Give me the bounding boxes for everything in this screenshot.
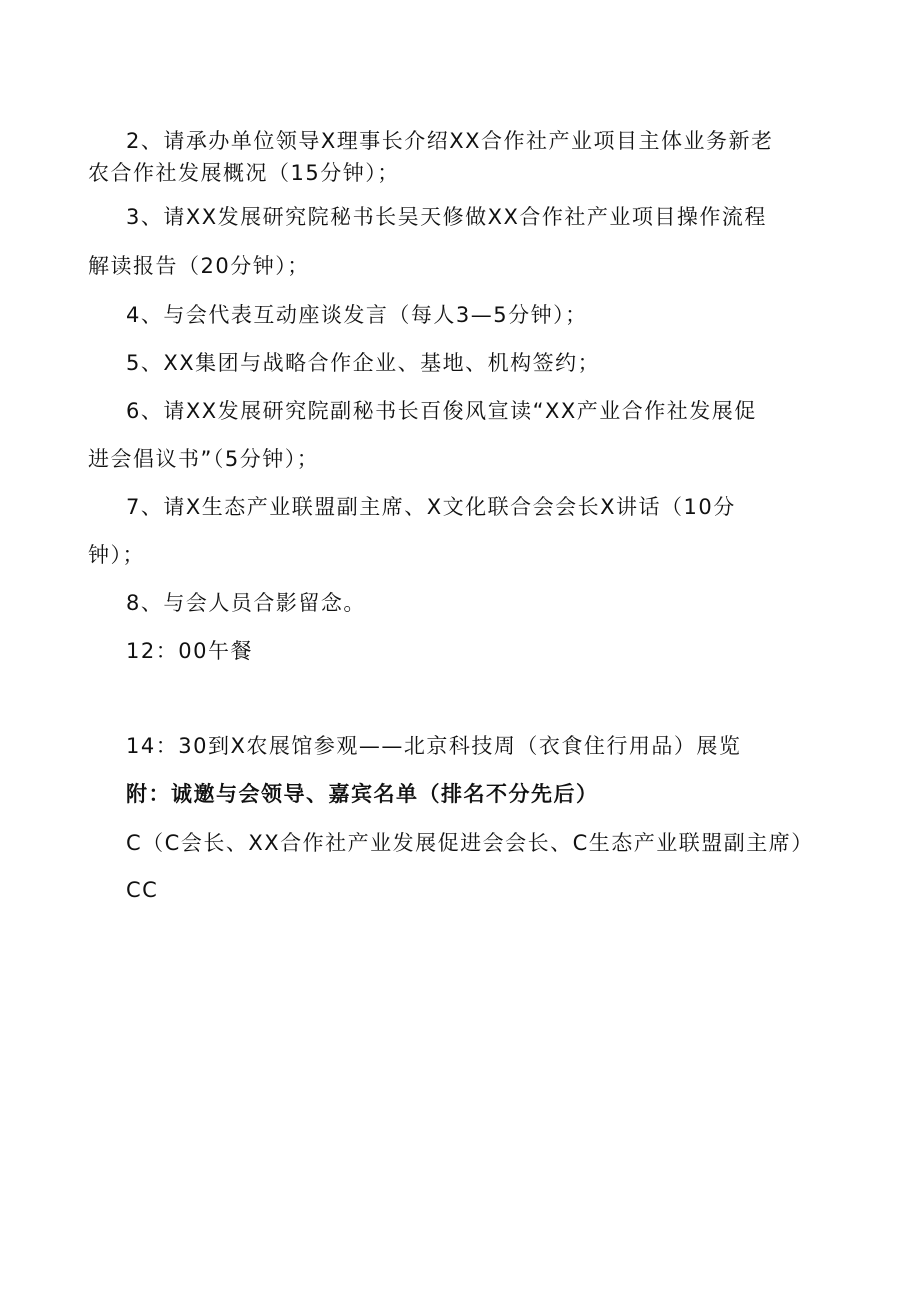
guest-entry-1: C（C会长、XX合作社产业发展促进会会长、C生态产业联盟副主席） [126, 831, 814, 855]
agenda-item-3-line-1: 3、请XX发展研究院秘书长吴天修做XX合作社产业项目操作流程 [126, 205, 767, 229]
guest-entry-2: CC [126, 878, 159, 902]
agenda-item-3-line-2: 解读报告（20分钟）； [88, 254, 310, 278]
agenda-item-7-line-1: 7、请X生态产业联盟副主席、X文化联合会会长X讲话（10分 [126, 495, 736, 519]
agenda-item-6-line-2: 进会倡议书”（5分钟）； [88, 447, 320, 471]
agenda-item-7-line-2: 钟）； [88, 543, 145, 567]
agenda-item-5: 5、XX集团与战略合作企业、基地、机构签约； [126, 351, 601, 375]
agenda-item-4: 4、与会代表互动座谈发言（每人3—5分钟）； [126, 303, 588, 327]
agenda-item-6-line-1: 6、请XX发展研究院副秘书长百俊风宣读“XX产业合作社发展促 [126, 399, 757, 423]
appendix-title: 附：诚邀与会领导、嘉宾名单（排名不分先后） [126, 782, 599, 806]
agenda-item-8: 8、与会人员合影留念。 [126, 591, 366, 615]
lunch-time: 12：00午餐 [126, 639, 253, 663]
agenda-item-2-line-1: 2、请承办单位领导X理事长介绍XX合作社产业项目主体业务新老 [126, 129, 774, 153]
afternoon-visit: 14：30到X农展馆参观——北京科技周（衣食住行用品）展览 [126, 734, 742, 758]
agenda-item-2-line-2: 农合作社发展概况（15分钟）； [88, 161, 400, 185]
